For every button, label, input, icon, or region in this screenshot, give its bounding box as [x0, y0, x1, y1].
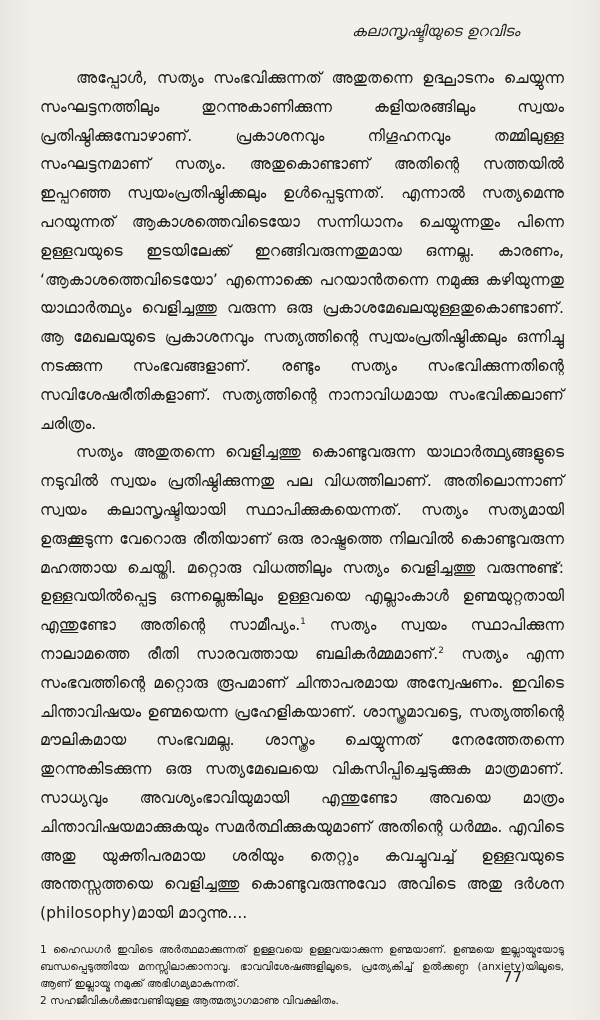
paragraph-2-part-1: സത്യം അതുതന്നെ വെളിച്ചത്തു കൊണ്ടുവരുന്ന യാഥാർത്ഥ്യങ്ങളുടെ നടുവിൽ സ്വയം പ്രതിഷ്ഠിക്കുന്നതു പല വിധത്തിലാണ്. അതിലൊന്നാണ് സ്വയം കലാസൃഷ്ടിയായി സ്ഥാപിക്കുകയെന്നത്. സത്യം സത്യമായി ഉരുക്കൂടുന്ന വേറൊരു രീതിയാണ് ഒരു രാഷ്ട്രത്തെ നിലവിൽ കൊണ്ടുവരുന്ന മഹത്തായ ചെയ്തി. മറ്റൊരു വിധത്തിലും സത്യം വെളിച്ചത്തു വരുന്നുണ്ട്: ഉള്ളവയിൽപ്പെട്ട ഒന്നല്ലെങ്കിലും ഉള്ളവയെ എല്ലാംകാൾ ഉണ്മയുറ്റതായി എന്തുണ്ടോ അതിന്റെ സാമീപ്യം.: [40, 443, 564, 635]
paragraph-1: അപ്പോൾ, സത്യം സംഭവിക്കുന്നത് അതുതന്നെ ഉദ്ഘാടനം ചെയ്യുന്ന സംഘട്ടനത്തിലും തുറന്നുകാണിക്കുന്ന കളിയരങ്ങിലും സ്വയം പ്രതിഷ്ഠിക്കുമ്പോഴാണ്. പ്രകാശനവും നിഗൂഹനവും തമ്മിലുള്ള സംഘട്ടനമാണ് സത്യം. അതുകൊണ്ടാണ് അതിന്റെ സത്തയിൽ ഇപ്പറഞ്ഞ സ്വയംപ്രതിഷ്ഠിക്കലും ഉൾപ്പെടുന്നത്. എന്നാൽ സത്യമെന്നു പറയുന്നത് ആകാശത്തെവിടെയോ സന്നിധാനം ചെയ്യുന്നതും പിന്നെ ഉള്ളവയുടെ ഇടയിലേക്ക് ഇറങ്ങിവരുന്നതുമായ ഒന്നല്ല. കാരണം, ‘ആകാശത്തെവിടെയോ’ എന്നൊക്കെ പറയാൻതന്നെ നമുക്കു കഴിയുന്നതു യാഥാർത്ഥ്യം വെളിച്ചത്തു വരുന്ന ഒരു പ്രകാശമേഖലയുള്ളതുകൊണ്ടാണ്. ആ മേഖലയുടെ പ്രകാശനവും സത്യത്തിന്റെ സ്വയംപ്രതിഷ്ഠിക്കലും ഒന്നിച്ചു നടക്കുന്ന സംഭവങ്ങളാണ്. രണ്ടും സത്യം സംഭവിക്കുന്നതിന്റെ സവിശേഷരീതികളാണ്. സത്യത്തിന്റെ നാനാവിധമായ സംഭവിക്കലാണ് ചരിത്രം.: [40, 69, 564, 433]
footnote-ref-1: 1: [300, 616, 306, 627]
footnote-2: 2 സഹജീവികൾക്കുവേണ്ടിയുള്ള ആത്മത്യാഗമാണു വിവക്ഷിതം.: [40, 994, 339, 1007]
footnote-1: 1 ഹൈഡഗർ ഇവിടെ അർത്ഥമാക്കുന്നത് ഉള്ളവയെ ഉള്ളവയാക്കുന്ന ഉണ്മയാണ്. ഉണ്മയെ ഇല്ലായ്മയോടു ബന്ധപ്പെടുത്തിയേ മനസ്സിലാക്കാനാവൂ. ഭാവവിശേഷങ്ങളിലൂടെ, പ്രത്യേകിച്ച് ഉൽക്കണ്ഠ (anxiety)യിലൂടെ, ആണ് ഇല്ലായ്മ നമുക്ക് അഭിഗമ്യമാകുന്നത്.: [40, 943, 564, 990]
paragraph-2-part-2: സത്യം സ്വയം സ്ഥാപിക്കുന്ന നാലാമത്തെ രീതി സാരവത്തായ ബലികർമ്മമാണ്.: [40, 616, 564, 663]
footnotes: [40, 942, 564, 1010]
footnote-ref-2: 2: [438, 645, 444, 656]
running-head: കലാസൃഷ്ടിയുടെ ഉറവിടം: [352, 22, 520, 40]
page-number: 77: [502, 968, 522, 986]
paragraph-2: [40, 438, 564, 928]
body-text: [40, 64, 564, 928]
paragraph-2-part-3: സത്യം എന്ന സംഭവത്തിന്റെ മറ്റൊരു രൂപമാണ് ചിന്താപരമായ അന്വേഷണം. ഇവിടെ ചിന്താവിഷയം ഉണ്മയെന്ന പ്രഹേളികയാണ്. ശാസ്ത്രമാവട്ടെ, സത്യത്തിന്റെ മൗലികമായ സംഭവമല്ല. ശാസ്ത്രം ചെയ്യുന്നത് നേരത്തേതന്നെ തുറന്നുകിടക്കുന്ന ഒരു സത്യമേഖലയെ വികസിപ്പിച്ചെടുക്കുക മാത്രമാണ്. സാധ്യവും അവശ്യംഭാവിയുമായി എന്തുണ്ടോ അവയെ മാത്രം ചിന്താവിഷയമാക്കുകയും സമർത്ഥിക്കുകയുമാണ് അതിന്റെ ധർമ്മം. എവിടെ അതു യുക്തിപരമായ ശരിയും തെറ്റും കവച്ചുവച്ച് ഉള്ളവയുടെ അന്തസ്സത്തയെ വെളിച്ചത്തു കൊണ്ടുവരുന്നുവോ അവിടെ അതു ദർശന (philosophy)മായി മാറുന്നു....: [40, 644, 564, 923]
